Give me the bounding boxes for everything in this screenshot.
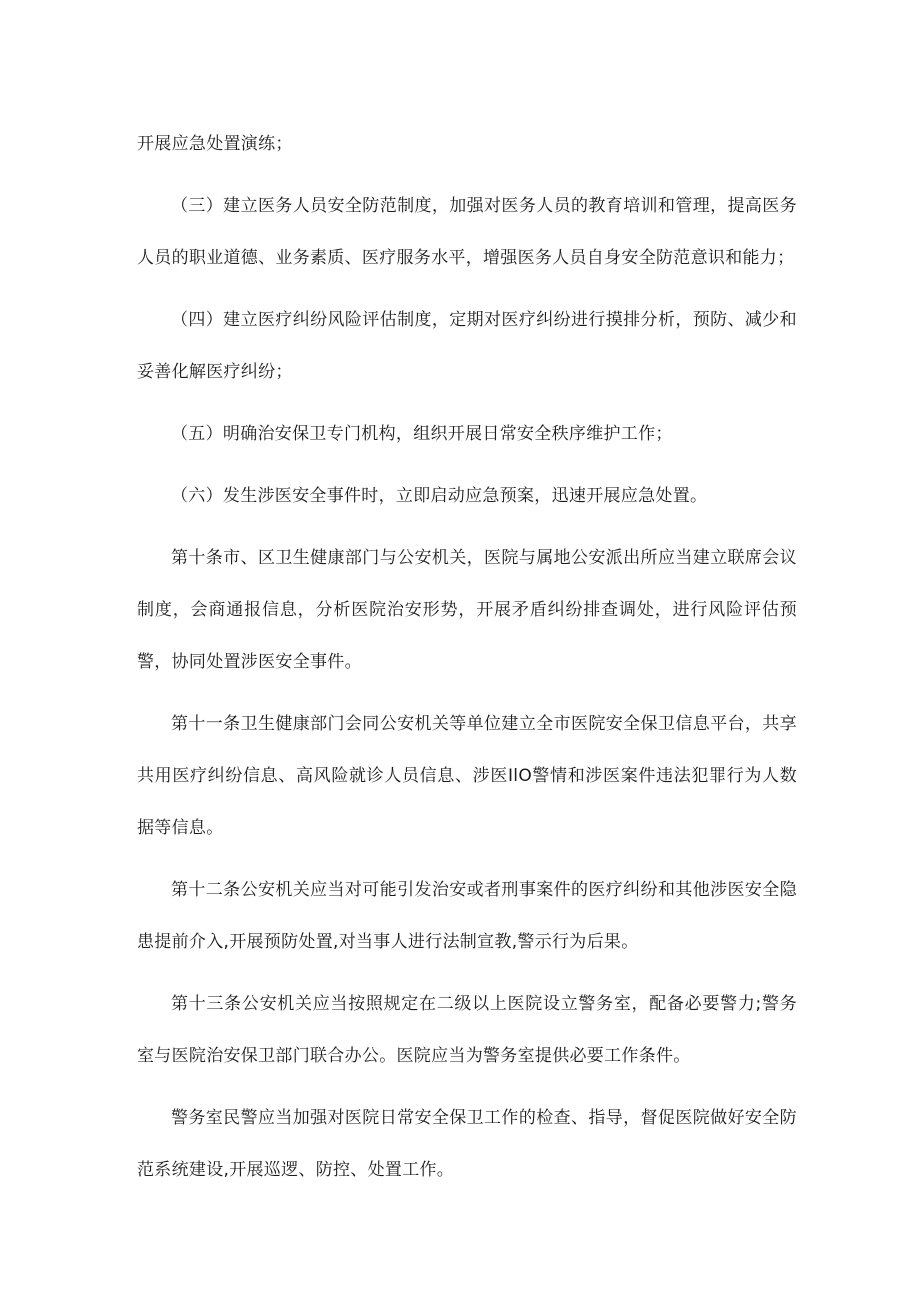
paragraph-article-10: 第十条市、区卫生健康部门与公安机关，医院与属地公安派出所应当建立联席会议制度，会商通报信息，分析医院治安形势，开展矛盾纠纷排查调处，进行风险评估预警，协同处置涉医安全事件。 [137,548,797,672]
paragraph-continuation: 开展应急处置演练； [137,134,293,154]
document-body [137,118,797,1206]
paragraph-article-13: 第十三条公安机关应当按照规定在二级以上医院设立警务室，配备必要警力;警务室与医院治安保卫部门联合办公。医院应当为警务室提供必要工作条件。 [137,994,797,1066]
paragraph-item-3: （三）建立医务人员安全防范制度，加强对医务人员的教育培训和管理，提高医务人员的职业道德、业务素质、医疗服务水平，增强医务人员自身安全防范意识和能力； [137,196,797,268]
paragraph-item-5: （五）明确治安保卫专门机构，组织开展日常安全秩序维护工作； [171,424,673,444]
paragraph-police-office: 警务室民警应当加强对医院日常安全保卫工作的检查、指导，督促医院做好安全防范系统建设,开展巡逻、防控、处置工作。 [137,1108,797,1180]
paragraph-item-6: （六）发生涉医安全事件时，立即启动应急预案，迅速开展应急处置。 [171,486,708,506]
paragraph-article-11: 第十一条卫生健康部门会同公安机关等单位建立全市医院安全保卫信息平台，共享共用医疗纠纷信息、高风险就诊人员信息、涉医IlO警情和涉医案件违法犯罪行为人数据等信息。 [137,714,797,838]
paragraph-article-12: 第十二条公安机关应当对可能引发治安或者刑事案件的医疗纠纷和其他涉医安全隐患提前介入,开展预防处置,对当事人进行法制宣教,警示行为后果。 [137,880,797,952]
paragraph-item-4: （四）建立医疗纠纷风险评估制度，定期对医疗纠纷进行摸排分析，预防、减少和妥善化解医疗纠纷； [137,310,797,382]
